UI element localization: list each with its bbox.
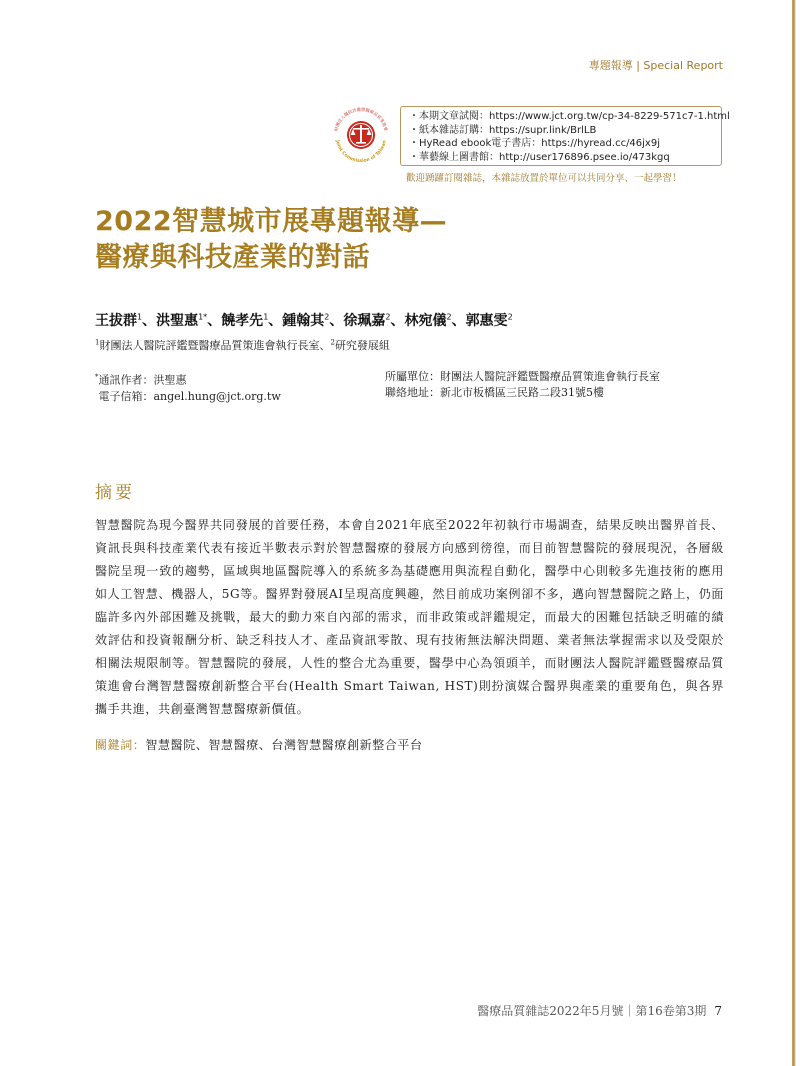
- author-name: 郭惠雯: [465, 313, 508, 329]
- affil-org-1: 財團法人醫院評鑑暨醫療品質策進會執行長室、: [99, 339, 331, 352]
- corresponding-mark: *: [95, 373, 99, 381]
- author-name: 徐珮嘉: [343, 313, 386, 329]
- author-affil-mark: 1: [137, 312, 143, 322]
- article-title: [95, 204, 447, 276]
- author-name: 鍾翰其: [282, 313, 325, 329]
- author-separator: 、: [268, 313, 283, 329]
- author-separator: 、: [142, 313, 157, 329]
- abstract-heading: 摘要: [95, 483, 135, 503]
- author-affil-mark: 2: [446, 312, 452, 322]
- corresponding-author: 通訊作者：洪聖惠: [98, 373, 187, 387]
- jct-seal-logo: [328, 102, 394, 168]
- author-list: [95, 310, 513, 330]
- subscription-note: 歡迎踴躍訂閱雜誌，本雜誌放置於單位可以共同分享、一起學習！: [406, 173, 682, 184]
- subscription-links-box: [400, 106, 730, 166]
- page-footer: [477, 1002, 722, 1019]
- author-separator: 、: [329, 313, 344, 329]
- author-name: 饒孝先: [221, 313, 264, 329]
- link-airiti-library[interactable]: ・華藝線上圖書館：http://user176896.psee.io/473kgq: [409, 151, 670, 163]
- author-separator: 、: [390, 313, 405, 329]
- email-line[interactable]: 電子信箱：angel.hung@jct.org.tw: [98, 389, 281, 403]
- page-number: 7: [714, 1004, 722, 1018]
- author-separator: 、: [207, 313, 222, 329]
- address-line: 聯絡地址：新北市板橋區三民路二段31號5樓: [385, 386, 604, 399]
- contact-right: [385, 369, 660, 401]
- author-affil-mark: 2: [385, 312, 391, 322]
- author-name: 王拔群: [95, 313, 137, 329]
- affil-mark: 1: [95, 338, 100, 347]
- unit-line: 所屬單位：財團法人醫院評鑑暨醫療品質策進會執行長室: [385, 370, 660, 383]
- keywords-label: 關鍵詞：: [95, 738, 146, 752]
- link-hyread-ebook[interactable]: ・HyRead ebook電子書店：https://hyread.cc/46jx9j: [409, 138, 660, 149]
- affil-org-2: 研究發展組: [334, 339, 390, 352]
- link-print-order[interactable]: ・紙本雜誌訂購：https://supr.link/BrlLB: [409, 124, 597, 136]
- affil-mark: 2: [330, 338, 335, 347]
- contact-left: [95, 369, 281, 405]
- section-tag: 專題報導 | Special Report: [588, 59, 723, 72]
- author-affil-mark: 1: [263, 312, 269, 322]
- author-affil-mark: 2: [507, 312, 513, 322]
- author-name: 林宛儀: [404, 313, 447, 329]
- seal-bottom-text: Joint Commission of Taiwan: [334, 139, 388, 165]
- title-line-2: 醫療與科技產業的對話: [95, 242, 370, 273]
- author-separator: 、: [451, 313, 466, 329]
- author-affil-mark: 1*: [198, 312, 208, 322]
- abstract-body: 智慧醫院為現今醫界共同發展的首要任務，本會自2021年底至2022年初執行市場調查，結果反映出醫界首長、資訊長與科技產業代表有接近半數表示對於智慧醫療的發展方向感到徬徨，而目前智慧醫院的發展現況，各層級醫院呈現一致的趨勢，區域與地區醫院導入的系統多為基礎應用與流程自動化，醫學中心則較多先進技術的應用如人工智慧、機器人，5G等。醫界對發展AI呈現高度興趣，然目前成功案例卻不多，邁向智慧醫院之路上，仍面臨許多內外部困難及挑戰，最大的動力來自內部的需求，而非政策或評鑑規定，而最大的困難包括缺乏明確的績效評估和投資報酬分析、缺乏科技人才、產品資訊零散、現有技術無法解決問題、業者無法掌握需求以及受限於相關法規限制等。智慧醫院的發展，人性的整合尤為重要，醫學中心為領頭羊，而財團法人醫院評鑑暨醫療品質策進會台灣智慧醫療創新整合平台(Health Smart Taiwan, HST)則扮演媒合醫界與產業的重要角色，與各界攜手共進，共創臺灣智慧醫療新價值。: [95, 518, 724, 716]
- link-article-preview[interactable]: ・本期文章試閱：https://www.jct.org.tw/cp-34-8229-571c7-1.html: [409, 111, 730, 122]
- journal-info: 醫療品質雜誌2022年5月號｜第16卷第3期: [477, 1004, 707, 1018]
- keywords-items: 智慧醫院、智慧醫療、台灣智慧醫療創新整合平台: [145, 738, 423, 752]
- affiliation-line: [95, 337, 390, 353]
- keywords-line: [95, 736, 423, 753]
- seal-top-text: 財團法人醫院評鑑暨醫療品質策進會: [333, 106, 389, 132]
- page-edge-bar: [772, 0, 800, 1066]
- author-name: 洪聖惠: [156, 313, 199, 329]
- author-affil-mark: 2: [324, 312, 330, 322]
- title-line-1: 2022智慧城市展專題報導—: [95, 206, 448, 237]
